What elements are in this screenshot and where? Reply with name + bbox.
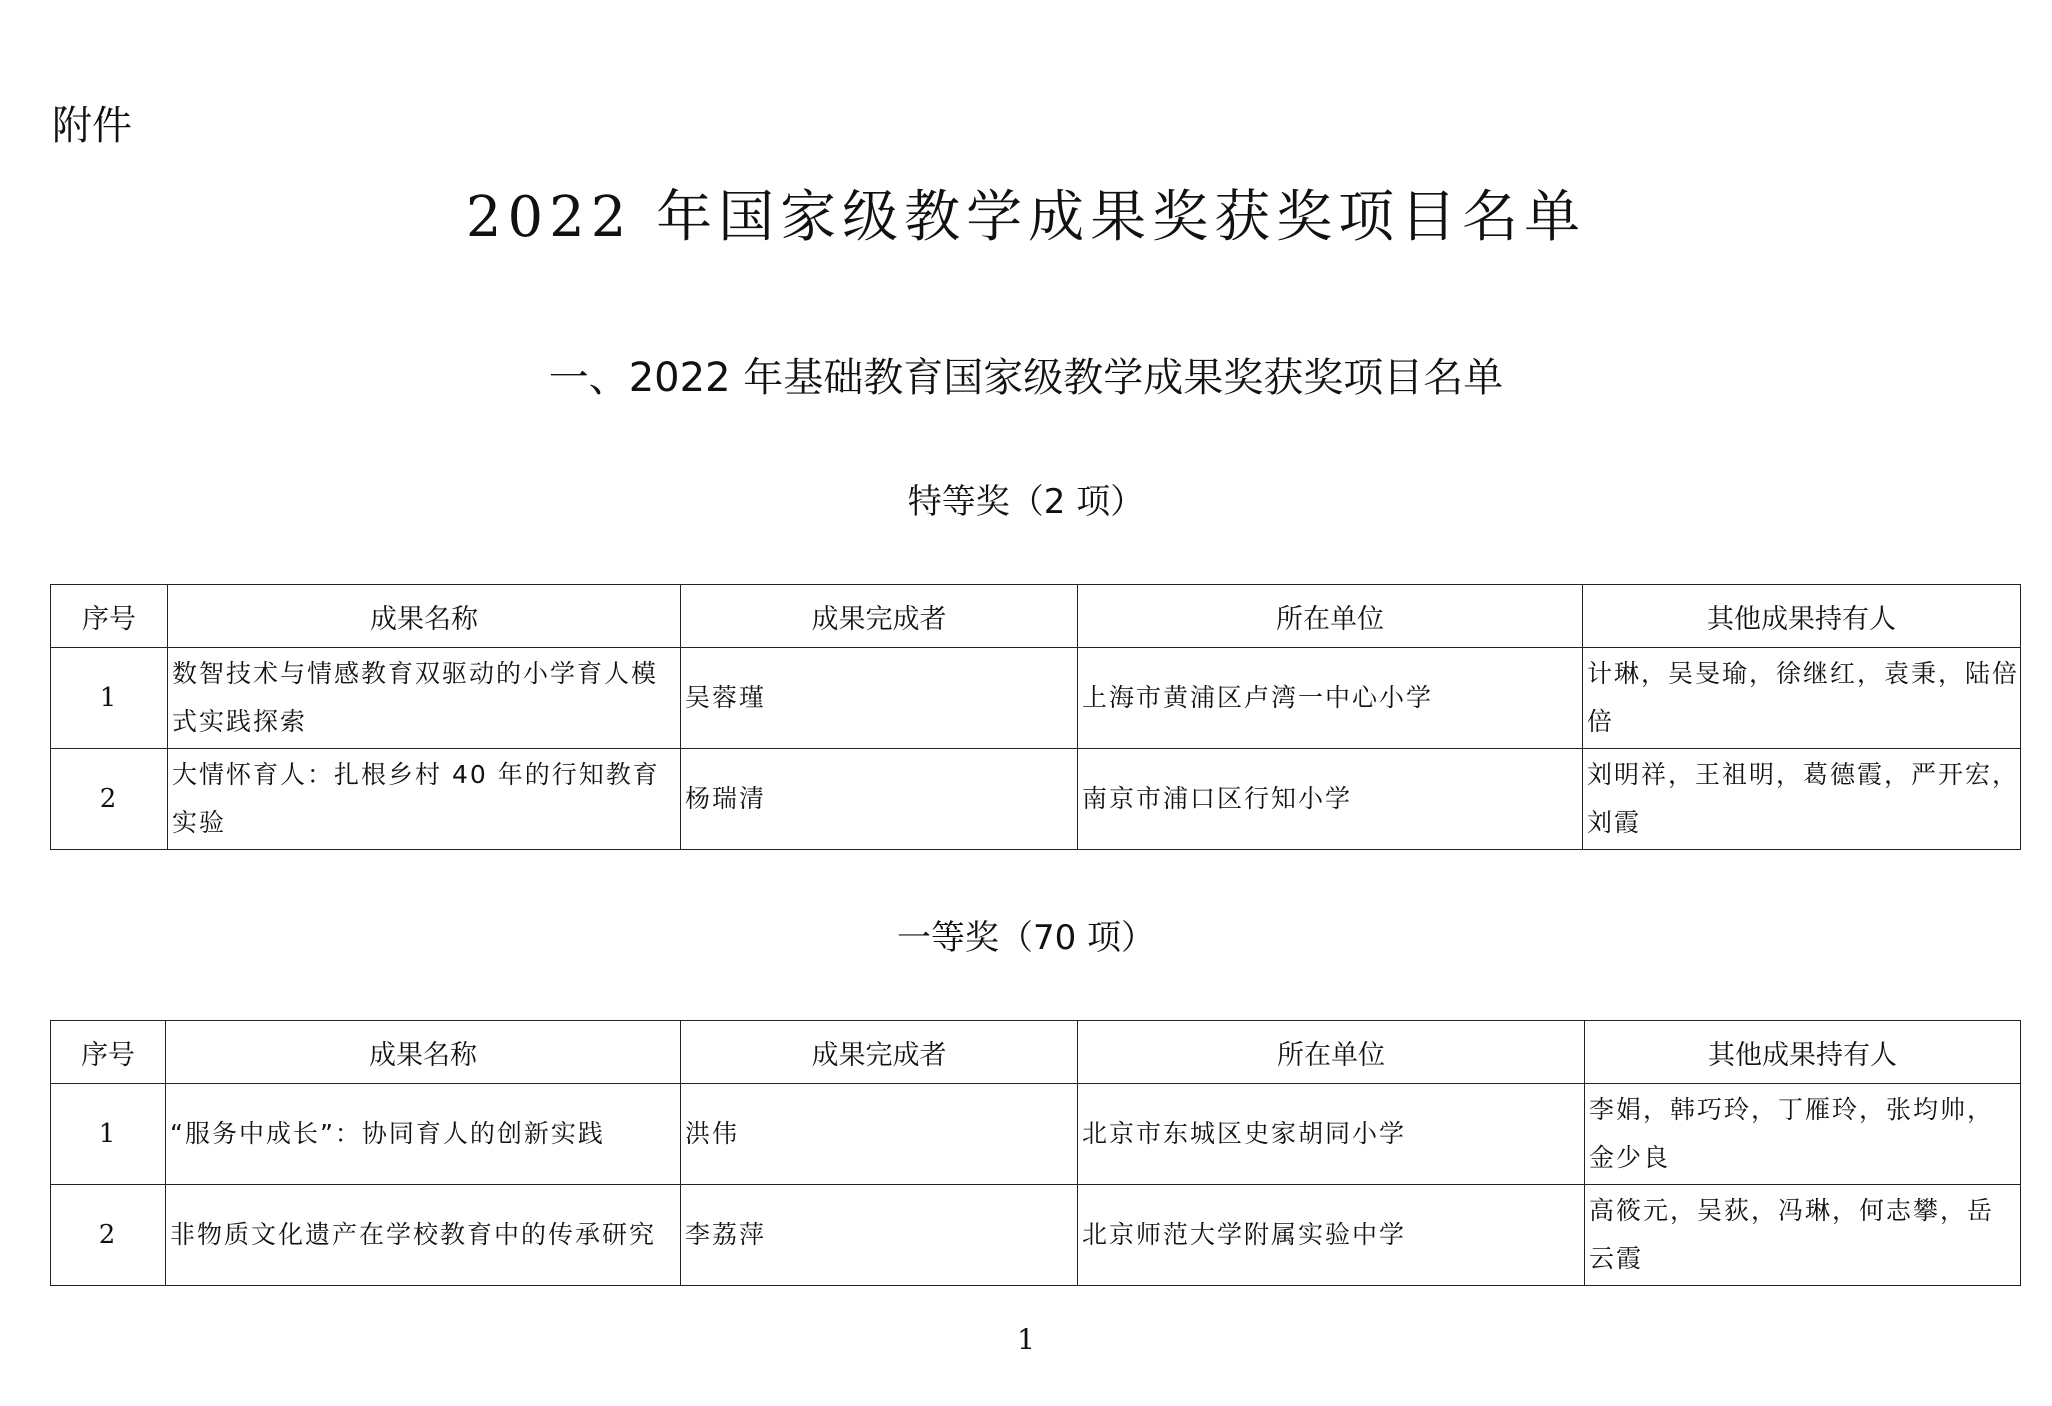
header-others: 其他成果持有人 [1583,585,2021,648]
table-header-row [51,585,2021,648]
award-table-special [50,584,2021,850]
cell-index: 2 [51,1185,166,1286]
header-completer: 成果完成者 [681,585,1078,648]
cell-completer: 李荔萍 [681,1185,1078,1286]
cell-unit: 北京师范大学附属实验中学 [1078,1185,1585,1286]
cell-index: 1 [51,1084,166,1185]
header-name: 成果名称 [168,585,681,648]
cell-index: 1 [51,648,168,749]
cell-others: 刘明祥，王祖明，葛德霞，严开宏，刘霞 [1583,749,2021,850]
cell-unit: 北京市东城区史家胡同小学 [1078,1084,1585,1185]
award-table-first [50,1020,2021,1286]
cell-others: 李娟，韩巧玲，丁雁玲，张均帅，金少良 [1585,1084,2021,1185]
header-others: 其他成果持有人 [1585,1021,2021,1084]
cell-unit: 上海市黄浦区卢湾一中心小学 [1078,648,1583,749]
table-header-row [51,1021,2021,1084]
cell-name: 大情怀育人：扎根乡村 40 年的行知教育实验 [168,749,681,850]
main-title: 2022 年国家级教学成果奖获奖项目名单 [465,185,1587,250]
cell-name: “服务中成长”：协同育人的创新实践 [166,1084,681,1185]
cell-others: 计琳，吴旻瑜，徐继红，袁秉，陆倍倍 [1583,648,2021,749]
cell-completer: 杨瑞清 [681,749,1078,850]
cell-name: 非物质文化遗产在学校教育中的传承研究 [166,1185,681,1286]
cell-name: 数智技术与情感教育双驱动的小学育人模式实践探索 [168,648,681,749]
cell-completer: 洪伟 [681,1084,1078,1185]
award-title-special: 特等奖（2 项） [907,482,1145,522]
header-unit: 所在单位 [1078,1021,1585,1084]
table-row [51,1084,2021,1185]
page-number: 1 [1017,1323,1035,1356]
award-title-first: 一等奖（70 项） [896,918,1156,958]
cell-completer: 吴蓉瑾 [681,648,1078,749]
attachment-label: 附件 [52,103,132,149]
section-title: 一、2022 年基础教育国家级教学成果奖获奖项目名单 [548,355,1504,401]
header-index: 序号 [51,1021,166,1084]
table-row [51,648,2021,749]
cell-index: 2 [51,749,168,850]
table-row [51,749,2021,850]
header-index: 序号 [51,585,168,648]
table-row [51,1185,2021,1286]
header-completer: 成果完成者 [681,1021,1078,1084]
cell-unit: 南京市浦口区行知小学 [1078,749,1583,850]
header-unit: 所在单位 [1078,585,1583,648]
cell-others: 高筱元，吴荻，冯琳，何志攀，岳云霞 [1585,1185,2021,1286]
header-name: 成果名称 [166,1021,681,1084]
